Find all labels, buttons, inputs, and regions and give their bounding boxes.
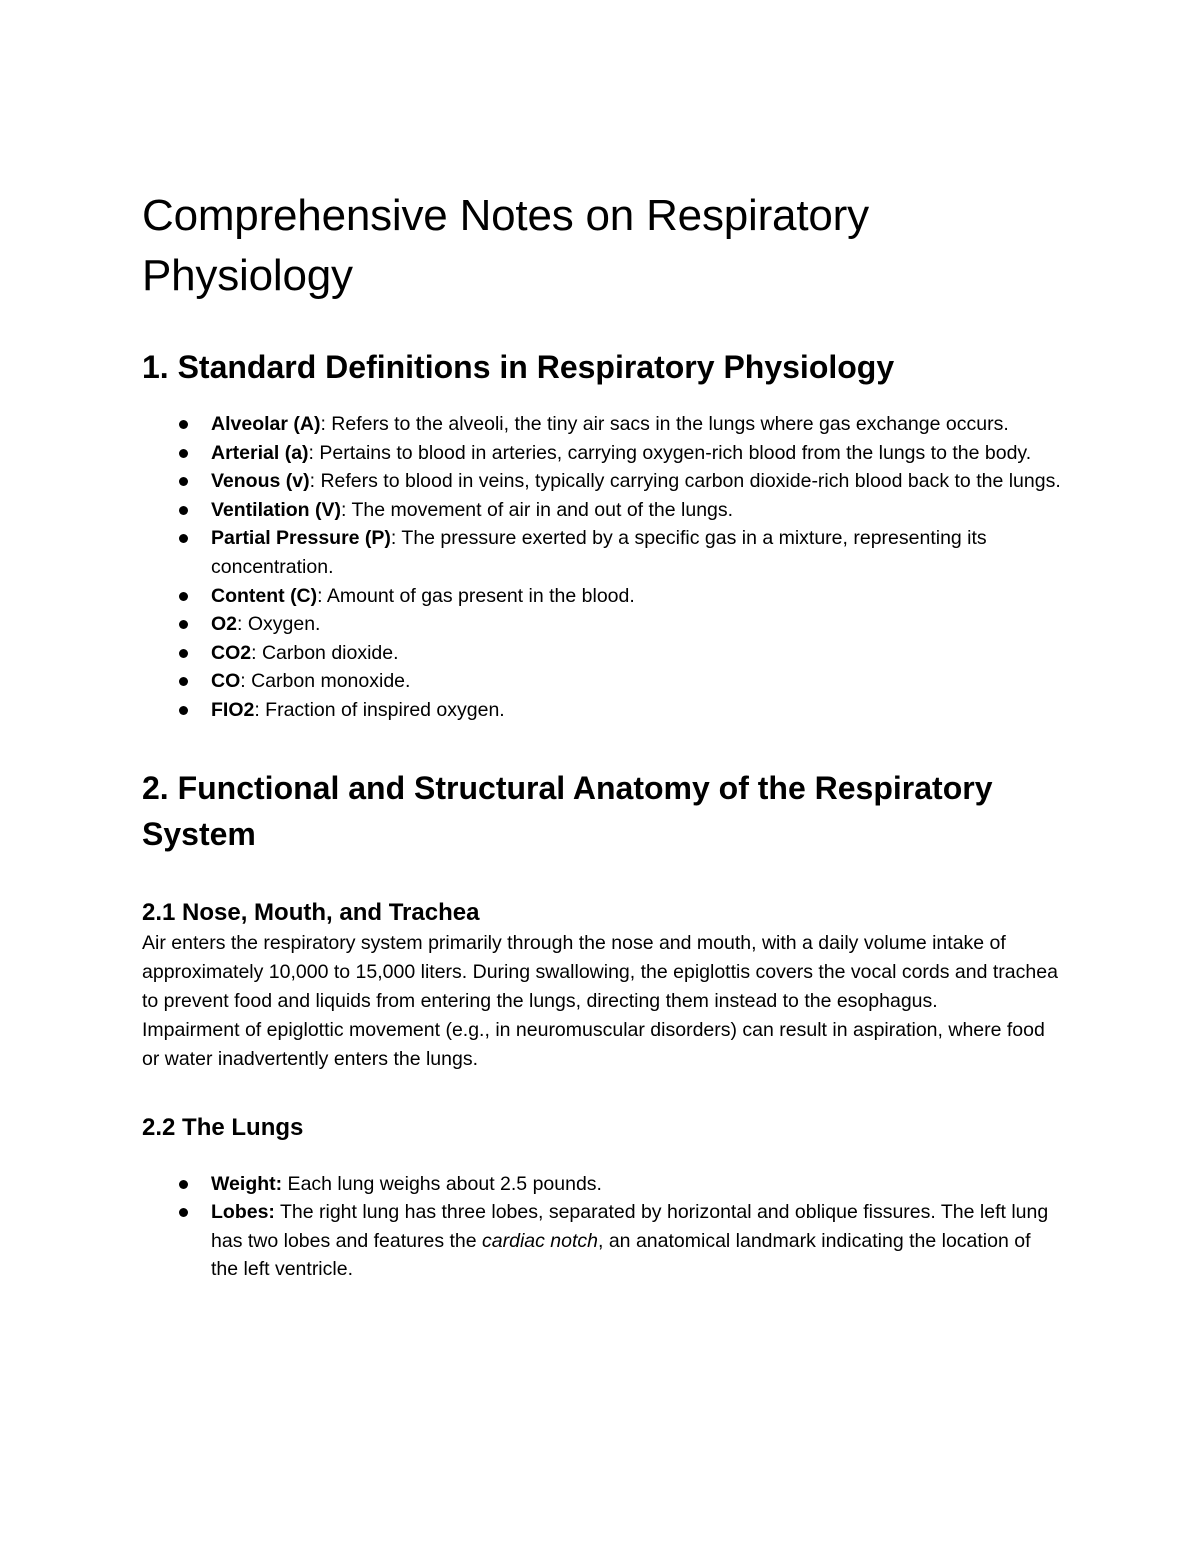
definition-term: O2: [211, 613, 238, 636]
definition-term: CO2: [211, 641, 252, 664]
definition-text: : Fraction of inspired oxygen.: [254, 698, 505, 721]
bullet-icon: [179, 677, 188, 686]
list-item: [142, 410, 1062, 439]
list-item: [142, 696, 1062, 725]
subsection-2-2-heading: 2.2 The Lungs: [142, 1113, 304, 1141]
section-1-heading: 1. Standard Definitions in Respiratory Physiology: [142, 349, 895, 385]
bullet-icon: [179, 477, 188, 486]
bullet-icon: [179, 1180, 188, 1189]
bullet-icon: [179, 506, 188, 515]
definition-term: FIO2: [211, 698, 255, 721]
definition-term: Content (C): [211, 584, 318, 607]
definition-text: : Amount of gas present in the blood.: [317, 584, 635, 607]
list-item: [142, 496, 1062, 525]
list-item: [142, 524, 1062, 581]
definition-text: : The pressure exerted by a specific gas in a mixture, representing its concentration.: [211, 527, 987, 578]
definition-text: : Pertains to blood in arteries, carrying oxygen-rich blood from the lungs to the body.: [308, 441, 1032, 464]
bullet-icon: [179, 420, 188, 429]
definition-text: : The movement of air in and out of the lungs.: [341, 498, 734, 521]
document-title: Comprehensive Notes on Respiratory Physiology: [142, 191, 869, 300]
definition-term: CO: [211, 670, 241, 693]
bullet-icon: [179, 592, 188, 601]
definition-text: : Refers to blood in veins, typically carrying carbon dioxide-rich blood back to the lungs.: [309, 470, 1061, 493]
list-item-weight: [142, 1170, 1062, 1199]
list-item-lobes: [142, 1198, 1062, 1284]
bullet-icon: [179, 649, 188, 658]
definition-term: Ventilation (V): [211, 498, 342, 521]
list-item: [142, 639, 1062, 668]
weight-term: Weight:: [211, 1172, 283, 1195]
bullet-icon: [179, 534, 188, 543]
bullet-icon: [179, 706, 188, 715]
definition-term: Arterial (a): [211, 441, 309, 464]
bullet-icon: [179, 620, 188, 629]
lungs-list: [142, 1170, 1062, 1284]
lobes-term: Lobes:: [211, 1201, 275, 1224]
lobes-text: The right lung has three lobes, separated by horizontal and oblique fissures. The left lung has two lobes and features the: [211, 1201, 1049, 1252]
list-item: [142, 582, 1062, 611]
paragraph-nose-mouth-trachea: Air enters the respiratory system primarily through the nose and mouth, with a daily volume intake of approximately 10,000 to 15,000 liters. During swallowing, the epiglottis covers the vocal cords and trachea to prevent food and liquids from entering the lungs, directing them instead to the esophagus.: [142, 931, 1058, 1012]
bullet-icon: [179, 449, 188, 458]
definition-text: : Refers to the alveoli, the tiny air sacs in the lungs where gas exchange occurs.: [320, 413, 1009, 435]
subsection-2-1-heading: 2.1 Nose, Mouth, and Trachea: [142, 898, 480, 926]
definition-term: Venous (v): [211, 470, 310, 493]
cardiac-notch-term: cardiac notch: [482, 1229, 598, 1252]
list-item: [142, 667, 1062, 696]
section-2-heading: 2. Functional and Structural Anatomy of the Respiratory System: [142, 769, 993, 852]
list-item: [142, 439, 1062, 468]
document-page: [142, 186, 1062, 1284]
definition-term: Partial Pressure (P): [211, 527, 391, 550]
definition-text: : Oxygen.: [237, 613, 321, 636]
lobes-text-end: , an anatomical landmark indicating the location of the left ventricle.: [211, 1229, 1031, 1281]
bullet-icon: [179, 1208, 188, 1217]
definitions-list: [142, 410, 1062, 725]
definition-text: : Carbon monoxide.: [240, 670, 411, 693]
definition-term: Alveolar (A): [211, 413, 321, 435]
weight-text: Each lung weighs about 2.5 pounds.: [282, 1172, 602, 1195]
list-item: [142, 610, 1062, 639]
paragraph-aspiration: Impairment of epiglottic movement (e.g., in neuromuscular disorders) can result in aspiration, where food or water inadvertently enters the lungs.: [142, 1018, 1045, 1070]
list-item: [142, 467, 1062, 496]
definition-text: : Carbon dioxide.: [251, 641, 399, 664]
